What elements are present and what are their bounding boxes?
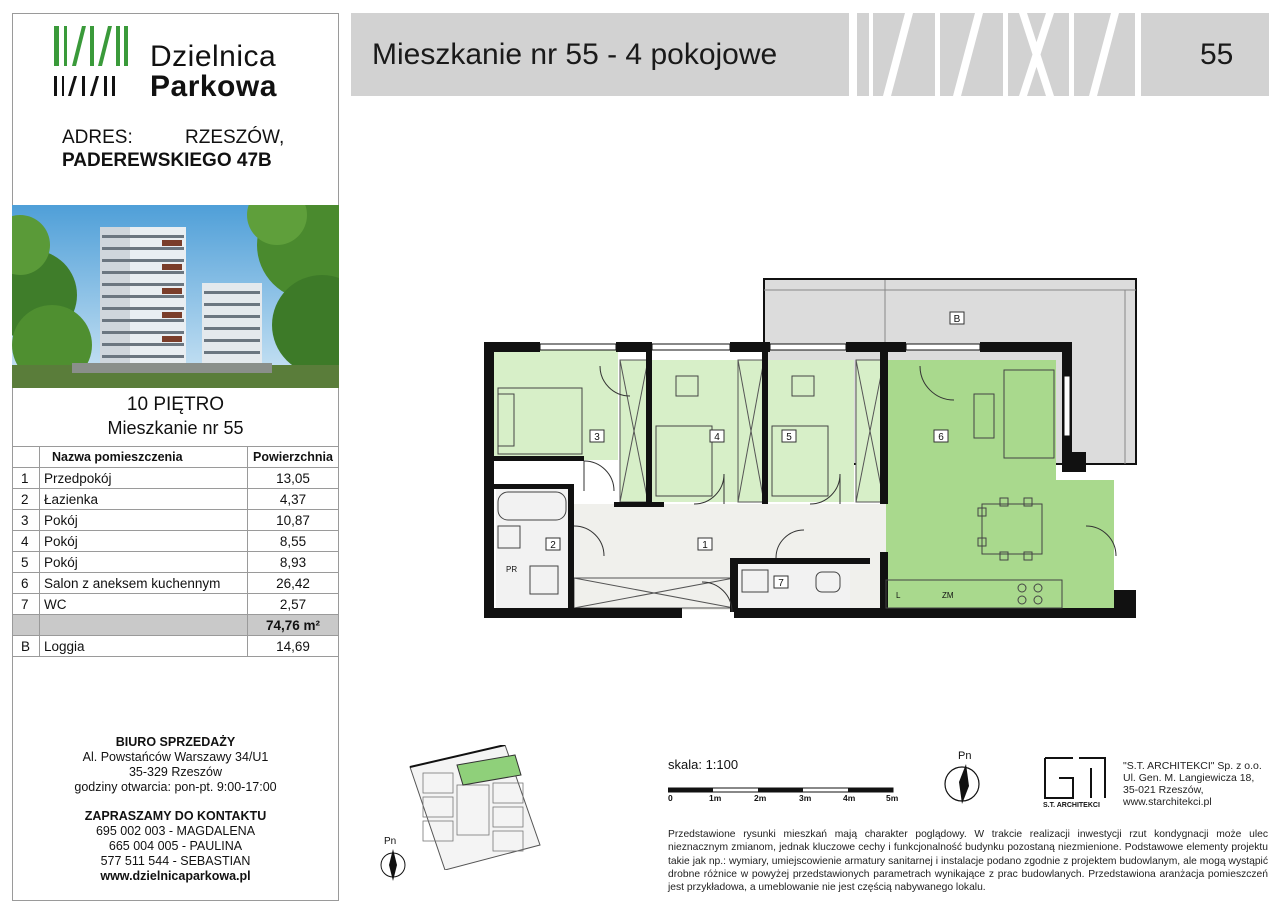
rooms-table bbox=[12, 446, 339, 657]
table-header-number bbox=[13, 447, 40, 468]
row-number: 5 bbox=[13, 552, 40, 573]
architect-street: Ul. Gen. M. Langiewicza 18, bbox=[1123, 772, 1255, 784]
scale-tick: 3m bbox=[799, 793, 812, 803]
scale-bar bbox=[668, 786, 898, 796]
table-row bbox=[13, 531, 339, 552]
row-number: 4 bbox=[13, 531, 40, 552]
room-label-loggia: B bbox=[953, 314, 961, 325]
scale-tick: 1m bbox=[709, 793, 722, 803]
row-area: 8,93 bbox=[248, 552, 339, 573]
table-row bbox=[13, 552, 339, 573]
row-name: Łazienka bbox=[40, 489, 248, 510]
architect-name: "S.T. ARCHITEKCI" Sp. z o.o. bbox=[1123, 760, 1262, 772]
room-label-2: 2 bbox=[550, 540, 556, 551]
logo-mark-icon bbox=[52, 24, 132, 96]
architect-logo-caption: S.T. ARCHITEKCI bbox=[1043, 802, 1100, 809]
table-row-loggia bbox=[13, 636, 339, 657]
table-header-name: Nazwa pomieszczenia bbox=[40, 447, 248, 468]
scale-label: skala: 1:100 bbox=[668, 757, 739, 772]
apartment-title: Mieszkanie nr 55 - 4 pokojowe bbox=[372, 38, 778, 71]
total-row bbox=[13, 615, 339, 636]
scale-tick: 4m bbox=[843, 793, 856, 803]
room-7 bbox=[738, 564, 850, 610]
architect-logo-icon bbox=[1043, 756, 1109, 800]
room-5 bbox=[766, 360, 854, 502]
compass-label: Pn bbox=[958, 750, 972, 762]
row-area: 10,87 bbox=[248, 510, 339, 531]
row-area: 14,69 bbox=[248, 636, 339, 657]
table-row bbox=[13, 489, 339, 510]
row-number: 7 bbox=[13, 594, 40, 615]
row-name: Przedpokój bbox=[40, 468, 248, 489]
brand-name-line2: Parkowa bbox=[150, 70, 277, 103]
row-name: Salon z aneksem kuchennym bbox=[40, 573, 248, 594]
architect-city: 35-021 Rzeszów, bbox=[1123, 784, 1204, 796]
room-label-4: 4 bbox=[714, 432, 720, 443]
row-number: 3 bbox=[13, 510, 40, 531]
row-area: 13,05 bbox=[248, 468, 339, 489]
office-hours: godziny otwarcia: pon-pt. 9:00-17:00 bbox=[74, 780, 277, 794]
scale-tick: 0 bbox=[668, 793, 673, 803]
fixture-label-l: L bbox=[896, 591, 901, 600]
scale-tick: 5m bbox=[886, 793, 899, 803]
row-number: B bbox=[13, 636, 40, 657]
table-row bbox=[13, 573, 339, 594]
address-label: ADRES: bbox=[62, 127, 133, 148]
building-photo bbox=[12, 205, 339, 388]
fixture-label-zm: ZM bbox=[942, 591, 954, 600]
row-number: 1 bbox=[13, 468, 40, 489]
row-area: 4,37 bbox=[248, 489, 339, 510]
floor-plan bbox=[480, 276, 1140, 622]
table-header-area: Powierzchnia bbox=[248, 447, 339, 468]
disclaimer-text: Przedstawione rysunki mieszkań mają charakter poglądowy. W trakcie realizacji inwestycji rzut kondygnacji może ulec nieznacznym zmianom, jednak kluczowe cechy i funkcjonalność budynku pozostaną niezmienione. Podstawowe elementy projektu takie jak np.: wymiary, umiejscowienie armatury sanitarnej i instalacje podano zgodnie z projektem budowlanym, ale mogą wystąpić drobne różnice w powyżej przedstawionych parametrach wynikające z prac budowlanych. Przedstawiona aranżacja pomieszczeń jest przykładowa, a umeblowanie nie jest częścią nabywanego lokalu. bbox=[668, 829, 1268, 894]
row-name: Pokój bbox=[40, 510, 248, 531]
row-area: 8,55 bbox=[248, 531, 339, 552]
row-number: 2 bbox=[13, 489, 40, 510]
office-title: BIURO SPRZEDAŻY bbox=[115, 735, 236, 749]
floor-title: 10 PIĘTRO bbox=[126, 394, 225, 415]
site-plan bbox=[405, 745, 545, 870]
row-name: Pokój bbox=[40, 552, 248, 573]
table-row bbox=[13, 510, 339, 531]
room-4 bbox=[650, 360, 738, 502]
address-city: RZESZÓW, bbox=[185, 127, 285, 148]
room-label-6: 6 bbox=[938, 432, 944, 443]
brand-name-line1: Dzielnica bbox=[150, 40, 277, 73]
apartment-number: 55 bbox=[1200, 38, 1234, 71]
compass-icon bbox=[942, 762, 982, 806]
apartment-subtitle: Mieszkanie nr 55 bbox=[107, 418, 244, 438]
website-link[interactable]: www.dzielnicaparkowa.pl bbox=[100, 869, 251, 883]
header-pattern-icon bbox=[849, 13, 1169, 96]
room-label-1: 1 bbox=[702, 540, 708, 551]
table-header-row bbox=[13, 447, 339, 468]
address-street: PADEREWSKIEGO 47B bbox=[62, 150, 272, 171]
room-label-5: 5 bbox=[786, 432, 792, 443]
table-row bbox=[13, 594, 339, 615]
room-label-7: 7 bbox=[778, 578, 784, 589]
scale-tick: 2m bbox=[754, 793, 767, 803]
row-name: WC bbox=[40, 594, 248, 615]
brand-logo bbox=[52, 22, 292, 102]
fixture-label-pr: PR bbox=[506, 565, 518, 574]
architect-website[interactable]: www.starchitekci.pl bbox=[1123, 796, 1212, 808]
contact-phone-3: 577 511 544 - SEBASTIAN bbox=[100, 854, 251, 868]
contact-phone-1: 695 002 003 - MAGDALENA bbox=[95, 824, 256, 838]
total-area: 74,76 m² bbox=[248, 615, 339, 636]
row-area: 2,57 bbox=[248, 594, 339, 615]
room-6 bbox=[886, 360, 1056, 610]
compass-small-label: Pn bbox=[384, 836, 397, 847]
office-city: 35-329 Rzeszów bbox=[128, 765, 223, 779]
table-row bbox=[13, 468, 339, 489]
room-label-3: 3 bbox=[594, 432, 600, 443]
architect-info bbox=[1123, 760, 1262, 808]
contact-phone-2: 665 004 005 - PAULINA bbox=[108, 839, 243, 853]
row-number: 6 bbox=[13, 573, 40, 594]
row-name: Pokój bbox=[40, 531, 248, 552]
office-street: Al. Powstańców Warszawy 34/U1 bbox=[82, 750, 269, 764]
room-3 bbox=[490, 350, 618, 460]
row-name: Loggia bbox=[40, 636, 248, 657]
contact-title: ZAPRASZAMY DO KONTAKTU bbox=[84, 809, 267, 823]
row-area: 26,42 bbox=[248, 573, 339, 594]
